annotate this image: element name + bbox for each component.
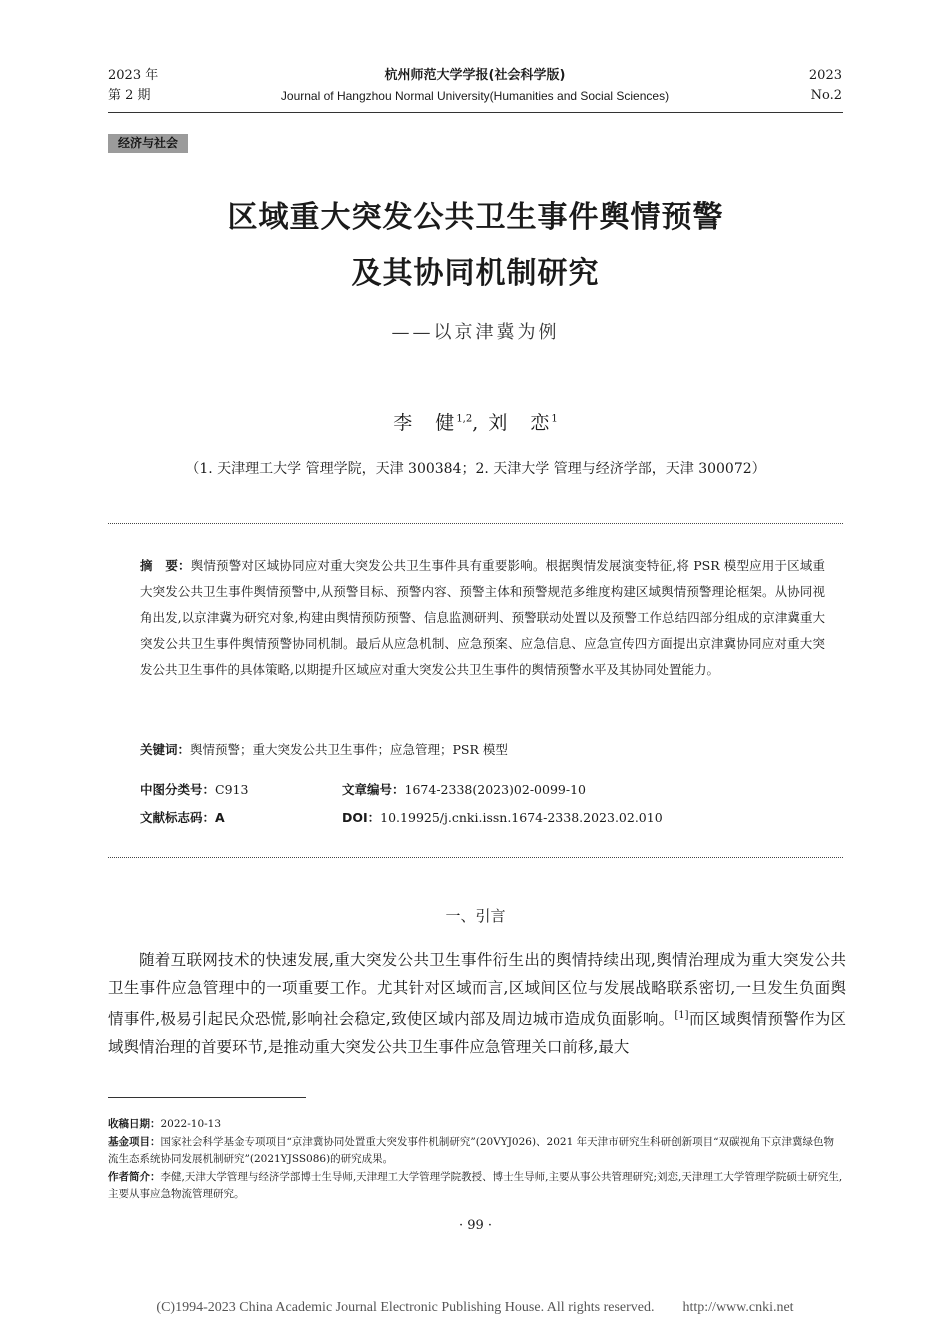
body-text-b: 而区域舆情预警作为区域舆情治理的首要环节,是推动重大突发公共卫生事件应急管理关口前移,最大 — [108, 1010, 846, 1057]
abstract — [140, 553, 825, 683]
footnote-rule — [108, 1097, 306, 1098]
fund-label: 基金项目： — [108, 1136, 161, 1148]
subtitle: ——以京津冀为例 — [391, 322, 560, 343]
author-2-affil: 1 — [551, 413, 558, 425]
affiliation: （1. 天津理工大学 管理学院，天津 300384；2. 天津大学 管理与经济学部，天津 300072） — [185, 461, 766, 477]
header-year: 2023 年 — [108, 68, 159, 83]
section-tag: 经济与社会 — [108, 134, 188, 153]
authors — [108, 408, 843, 435]
section-heading: 一、引言 — [445, 907, 506, 925]
journal-title-cn: 杭州师范大学学报(社会科学版) — [384, 68, 566, 83]
footnote-received — [108, 1116, 843, 1133]
page-number: · 99 · — [458, 1218, 493, 1233]
header-rule — [108, 112, 843, 113]
footnote-fund — [108, 1134, 843, 1168]
header-year-en: 2023 — [808, 68, 842, 83]
clc — [140, 780, 248, 800]
title-line-1: 区域重大突发公共卫生事件舆情预警 — [227, 200, 724, 235]
author-1-affil: 1,2 — [456, 413, 473, 425]
article-number — [342, 780, 586, 800]
doi-label: DOI： — [342, 810, 381, 825]
author-separator: , — [472, 412, 481, 434]
doi — [342, 808, 663, 828]
footnote-author — [108, 1169, 843, 1203]
abstract-label: 摘 要： — [140, 558, 191, 573]
author-bio-value: 李健,天津大学管理与经济学部博士生导师,天津理工大学管理学院教授、博士生导师,主要从事公共管理研究;刘恋,天津理工大学管理学院硕士研究生,主要从事应急物流管理研究。 — [108, 1171, 843, 1200]
keywords-label: 关键词： — [140, 742, 191, 757]
citation-ref[interactable]: [1] — [674, 1010, 689, 1021]
header-center — [240, 66, 710, 106]
body-text-a: 随着互联网技术的快速发展,重大突发公共卫生事件衍生出的舆情持续出现,舆情治理成为重大突发公共卫生事件应急管理中的一项重要工作。尤其针对区域而言,区域间区位与发展战略联系密切,一旦发生负面舆情事件,极易引起民众恐慌,影响社会稳定,致使区域内部及周边城市造成负面影响。 — [108, 951, 846, 1029]
divider-top — [108, 523, 843, 524]
doi-value: 10.19925/j.cnki.issn.1674-2338.2023.02.010 — [380, 810, 663, 825]
journal-title-en: Journal of Hangzhou Normal University(Humanities and Social Sciences) — [280, 89, 670, 103]
copyright-line: (C)1994-2023 China Academic Journal Electronic Publishing House. All rights reserved. http://www.cnki.net — [156, 1300, 794, 1315]
body-paragraph — [108, 946, 846, 1061]
divider-bottom — [108, 857, 843, 858]
clc-label: 中图分类号： — [140, 782, 216, 797]
header-left — [108, 66, 158, 106]
received-label: 收稿日期： — [108, 1118, 161, 1130]
keywords-text: 舆情预警；重大突发公共卫生事件；应急管理；PSR 模型 — [190, 742, 508, 757]
document-code — [140, 808, 225, 828]
author-2: 刘 恋 — [488, 412, 552, 434]
abstract-text: 舆情预警对区域协同应对重大突发公共卫生事件具有重要影响。根据舆情发展演变特征,将 PSR 模型应用于区域重大突发公共卫生事件舆情预警中,从预警目标、预警内容、预警主体和预警规范多维度构建区域舆情预警理论框架。从协同视角出发,以京津冀为研究对象,构建由舆情预防预警、信息监测研判、预警联动处置以及预警工作总结四部分组成的京津冀重大突发公共卫生事件舆情预警协同机制。最后从应急机制、应急预案、应急信息、应急宣传四方面提出京津冀协同应对重大突发公共卫生事件的具体策略,以期提升区域应对重大突发公共卫生事件的舆情预警水平及其协同处置能力。 — [140, 558, 825, 677]
footnotes — [108, 1116, 843, 1204]
article-number-label: 文章编号： — [342, 782, 405, 797]
header-issue-en: No.2 — [810, 88, 842, 103]
keywords — [140, 740, 825, 760]
document-code-value: A — [215, 810, 225, 825]
clc-value: C913 — [215, 782, 249, 797]
header-right — [809, 66, 842, 106]
author-1: 李 健 — [393, 412, 457, 434]
author-bio-label: 作者简介： — [108, 1171, 161, 1183]
title-line-2: 及其协同机制研究 — [351, 256, 600, 291]
document-code-label: 文献标志码： — [140, 810, 216, 825]
article-number-value: 1674-2338(2023)02-0099-10 — [404, 782, 586, 797]
header-issue: 第 2 期 — [108, 88, 151, 103]
received-value: 2022-10-13 — [160, 1118, 222, 1130]
fund-value: 国家社会科学基金专项项目“京津冀协同处置重大突发事件机制研究”(20VYJ026)、2021 年天津市研究生科研创新项目“双碳视角下京津冀绿色物流生态系统协同发展机制研究”(2021YJSS086)的研究成果。 — [108, 1136, 834, 1165]
